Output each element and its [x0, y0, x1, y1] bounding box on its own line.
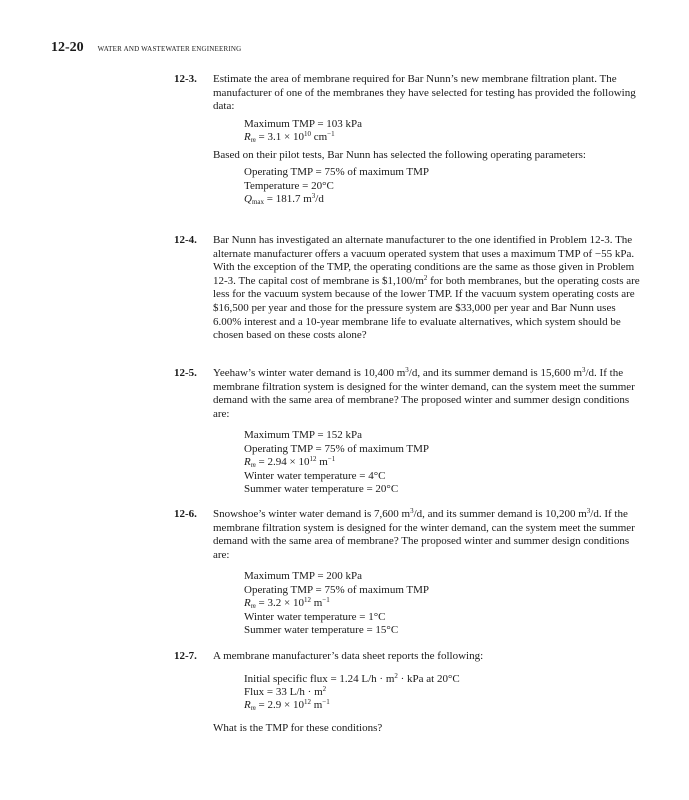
rm-value: $R_m = 3.1 \times 10^{10}$ $cm^{-1}$ — [244, 130, 335, 145]
problem-12-4 — [174, 234, 644, 343]
winter-temperature: Winter water temperature = 4°C — [244, 469, 386, 482]
problem-number: 12-4. — [174, 234, 197, 246]
problem-text: A membrane manufacturer’s data sheet reports the following: — [213, 650, 484, 662]
max-tmp: Maximum TMP = 200 kPa — [244, 570, 363, 583]
data-sheet — [244, 673, 644, 713]
problem-12-3 — [174, 73, 644, 210]
problem-12-5 — [174, 367, 644, 500]
winter-temperature: Winter water temperature = 1°C — [244, 610, 386, 623]
page-number: 12-20 — [51, 40, 84, 55]
summer-temperature: Summer water temperature = 15°C — [244, 624, 399, 636]
problem-text-2: Based on their pilot tests, Bar Nunn has selected the following operating parameters: — [213, 148, 586, 161]
operating-tmp: Operating TMP = 75% of maximum TMP — [244, 166, 430, 179]
membrane-data — [244, 118, 644, 145]
problem-text: Bar Nunn has investigated an alternate manufacturer to the one identified in Problem 12-3. The alternate manufacturer offers a vacuum operated system that uses a maximum TMP of −55 kPa. With the exception of the TMP, the operating conditions are the same as those given in Problem 12-3. The capital cost of membrane is $\$1,100/m^2$ for both membranes, but the operating costs are less for the vacuum system because of the lower TMP. If the vacuum system operating costs are $16,500 per year and those for the pressure system are $33,000 per year and Bar Nunn uses 6.00% interest and a 10-year membrane life to evaluate alternatives, which system should be chosen based on these costs alone? — [213, 234, 640, 342]
question: What is the TMP for these conditions? — [213, 721, 383, 734]
problem-text: Snowshoe’s winter water demand is 7,600 $m^3/d$, and its summer demand is 10,200 $m^3/d$. If the membrane filtration system is designed for the winter demand, can the system meet the summer demand with the same area of membrane? The proposed winter and summer design conditions are: — [213, 507, 635, 561]
operating-tmp: Operating TMP = 75% of maximum TMP — [244, 442, 430, 455]
operating-parameters — [244, 166, 644, 206]
summer-temperature: Summer water temperature = 20°C — [244, 483, 399, 495]
max-tmp: Maximum TMP = 152 kPa — [244, 429, 363, 442]
design-conditions — [244, 570, 644, 637]
temperature: Temperature = 20°C — [244, 179, 334, 192]
problem-text: Yeehaw’s winter water demand is 10,400 $m^3/d$, and its summer demand is 15,600 $m^3/d$. If the membrane filtration system is designed for the winter demand, can the system meet the summer demand with the same area of membrane? The proposed winter and summer design conditions are: — [213, 366, 635, 420]
specific-flux: Initial specific flux = 1.24 $L/h \cdot m^2$ · kPa at 20°C — [244, 671, 460, 685]
q-max: $Q_{max} = 181.7$ $m^3/d$ — [244, 192, 324, 206]
design-conditions — [244, 429, 644, 496]
problem-12-7 — [174, 650, 644, 735]
rm-value: $R_m = 2.9 \times 10^{12}$ $m^{-1}$ — [244, 698, 330, 713]
max-tmp: Maximum TMP = 103 kPa — [244, 117, 363, 130]
problem-text: Estimate the area of membrane required for Bar Nunn’s new membrane filtration plant. The manufacturer of one of the membranes they have selected for testing has provided the following data: — [213, 73, 636, 113]
rm-value: $R_m = 2.94 \times 10^{12}$ $m^{-1}$ — [244, 455, 336, 470]
rm-value: $R_m = 3.2 \times 10^{12}$ $m^{-1}$ — [244, 596, 330, 611]
running-head: WATER AND WASTEWATER ENGINEERING — [97, 45, 242, 53]
problem-number: 12-6. — [174, 508, 197, 520]
problem-12-6 — [174, 508, 644, 641]
problem-number: 12-7. — [174, 650, 197, 662]
page-header — [51, 40, 241, 56]
problem-number: 12-3. — [174, 73, 197, 85]
problem-number: 12-5. — [174, 367, 197, 379]
flux: Flux = 33 $L/h \cdot m^2$ — [244, 685, 327, 698]
operating-tmp: Operating TMP = 75% of maximum TMP — [244, 583, 430, 596]
